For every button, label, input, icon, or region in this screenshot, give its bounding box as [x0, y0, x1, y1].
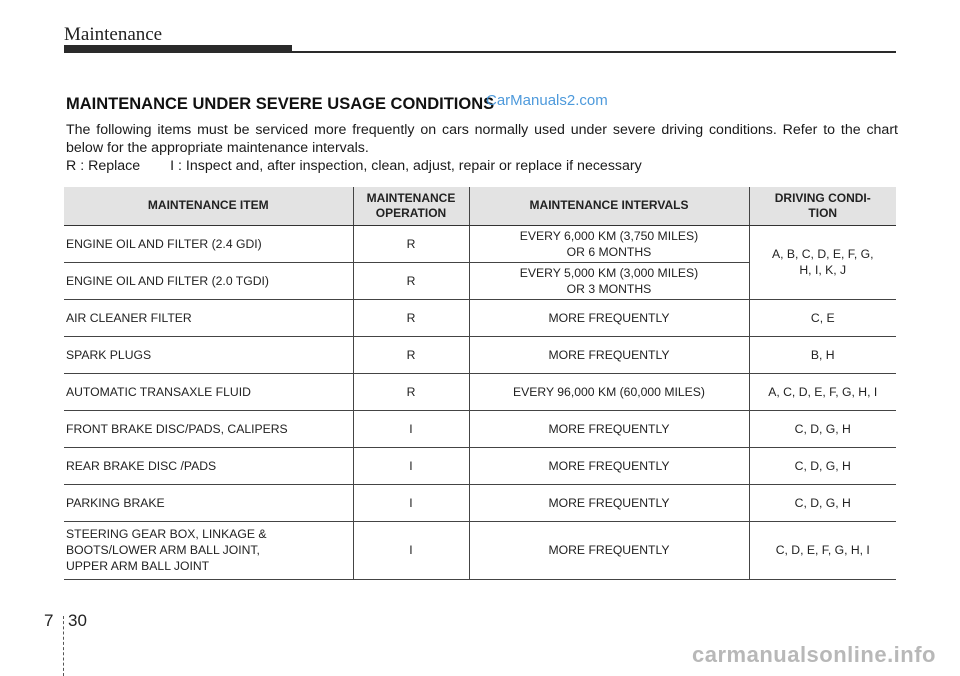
- cell-conditions: C, E: [749, 299, 896, 336]
- table-row: [64, 447, 896, 484]
- maintenance-table: [64, 187, 896, 580]
- cell-interval: MORE FREQUENTLY: [469, 484, 749, 521]
- table-row: [64, 336, 896, 373]
- cell-interval: MORE FREQUENTLY: [469, 410, 749, 447]
- table-row: [64, 225, 896, 262]
- cell-interval: EVERY 6,000 KM (3,750 MILES) OR 6 MONTHS: [469, 225, 749, 262]
- legend: [66, 158, 642, 174]
- cell-item: AUTOMATIC TRANSAXLE FLUID: [64, 373, 353, 410]
- table-row: [64, 373, 896, 410]
- cell-operation: I: [353, 447, 469, 484]
- cell-conditions: A, C, D, E, F, G, H, I: [749, 373, 896, 410]
- cell-conditions: B, H: [749, 336, 896, 373]
- header-item: MAINTENANCE ITEM: [64, 187, 353, 225]
- cell-item: ENGINE OIL AND FILTER (2.0 TGDI): [64, 262, 353, 299]
- intro-paragraph: The following items must be serviced more frequently on cars normally used under severe driving conditions. Refer to the chart below for the appropriate maintenance intervals.: [66, 122, 898, 156]
- chapter-number: 7: [44, 611, 54, 630]
- cell-operation: R: [353, 262, 469, 299]
- watermark-link[interactable]: CarManuals2.com: [486, 92, 608, 109]
- cell-item: PARKING BRAKE: [64, 484, 353, 521]
- legend-inspect: I : Inspect and, after inspection, clean, adjust, repair or replace if necessary: [170, 158, 642, 174]
- table-row: [64, 299, 896, 336]
- header-operation: MAINTENANCE OPERATION: [353, 187, 469, 225]
- page-number-divider: [63, 616, 64, 676]
- cell-item: FRONT BRAKE DISC/PADS, CALIPERS: [64, 410, 353, 447]
- cell-item: REAR BRAKE DISC /PADS: [64, 447, 353, 484]
- table-row: [64, 410, 896, 447]
- cell-operation: I: [353, 410, 469, 447]
- section-title: MAINTENANCE UNDER SEVERE USAGE CONDITIONS: [66, 95, 495, 113]
- cell-conditions: C, D, E, F, G, H, I: [749, 521, 896, 579]
- cell-operation: R: [353, 336, 469, 373]
- cell-item: AIR CLEANER FILTER: [64, 299, 353, 336]
- legend-replace: R : Replace: [66, 158, 141, 174]
- table-row: [64, 521, 896, 579]
- cell-interval: EVERY 5,000 KM (3,000 MILES) OR 3 MONTHS: [469, 262, 749, 299]
- cell-interval: EVERY 96,000 KM (60,000 MILES): [469, 373, 749, 410]
- cell-operation: I: [353, 521, 469, 579]
- cell-operation: R: [353, 373, 469, 410]
- chapter-header: Maintenance: [64, 24, 163, 45]
- cell-conditions: C, D, G, H: [749, 410, 896, 447]
- header-rule: [64, 51, 896, 53]
- cell-interval: MORE FREQUENTLY: [469, 299, 749, 336]
- cell-operation: R: [353, 225, 469, 262]
- cell-conditions: A, B, C, D, E, F, G, H, I, K, J: [749, 225, 896, 299]
- header-intervals: MAINTENANCE INTERVALS: [469, 187, 749, 225]
- cell-item: STEERING GEAR BOX, LINKAGE & BOOTS/LOWER ARM BALL JOINT, UPPER ARM BALL JOINT: [64, 521, 353, 579]
- cell-interval: MORE FREQUENTLY: [469, 336, 749, 373]
- cell-interval: MORE FREQUENTLY: [469, 521, 749, 579]
- page-number: 30: [68, 611, 87, 630]
- cell-conditions: C, D, G, H: [749, 447, 896, 484]
- cell-item: SPARK PLUGS: [64, 336, 353, 373]
- cell-operation: I: [353, 484, 469, 521]
- footer-watermark: carmanualsonline.info: [692, 642, 936, 667]
- table-row: [64, 484, 896, 521]
- cell-item: ENGINE OIL AND FILTER (2.4 GDI): [64, 225, 353, 262]
- cell-operation: R: [353, 299, 469, 336]
- header-conditions: DRIVING CONDI- TION: [749, 187, 896, 225]
- cell-interval: MORE FREQUENTLY: [469, 447, 749, 484]
- table-header-row: [64, 187, 896, 225]
- cell-conditions: C, D, G, H: [749, 484, 896, 521]
